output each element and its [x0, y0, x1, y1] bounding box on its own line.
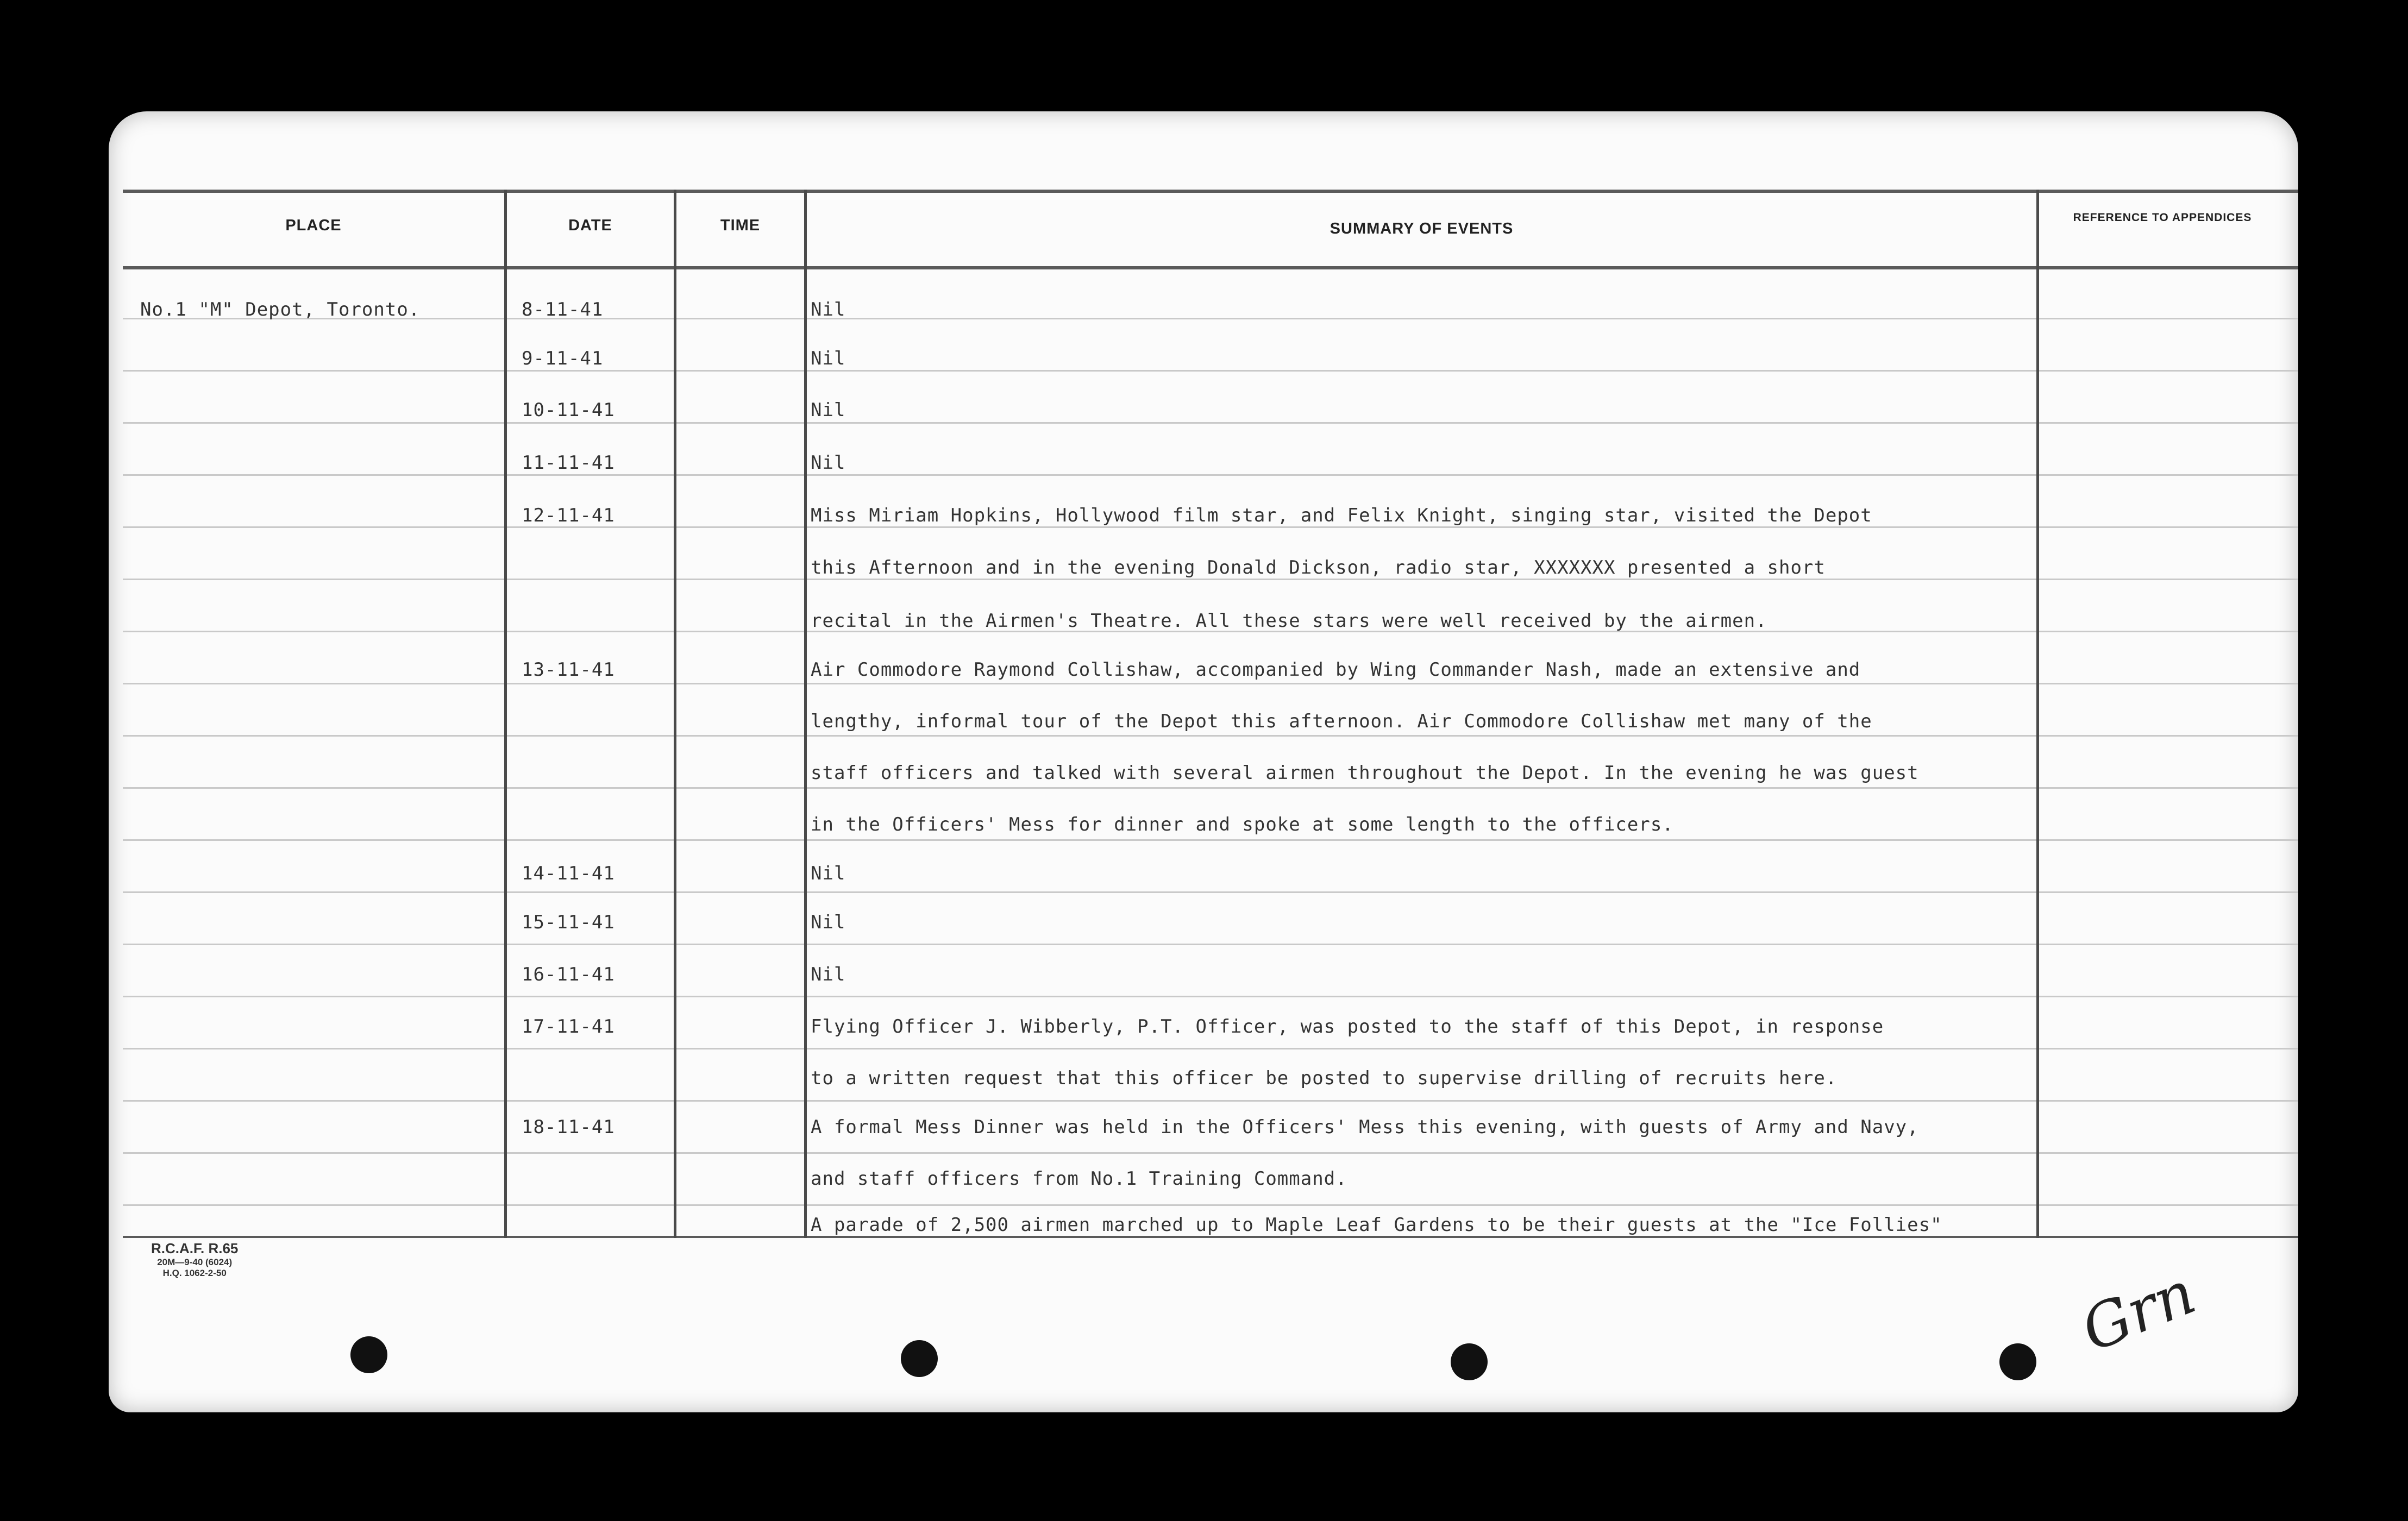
date-entry: 12-11-41	[522, 505, 615, 526]
summary-line: staff officers and talked with several airmen throughout the Depot. In the evening he was guest	[811, 762, 1919, 784]
ruled-line	[123, 474, 2298, 476]
ruled-line	[123, 683, 2298, 684]
date-entry: 8-11-41	[522, 299, 604, 320]
column-divider-time-summary	[804, 190, 807, 1238]
summary-line: this Afternoon and in the evening Donald Dickson, radio star, XXXXXXX presented a short	[811, 557, 1826, 579]
summary-line: Flying Officer J. Wibberly, P.T. Officer, was posted to the staff of this Depot, in response	[811, 1016, 1884, 1038]
column-divider-place-date	[504, 190, 507, 1238]
summary-line: Nil	[811, 452, 846, 474]
ruled-line	[123, 1204, 2298, 1206]
summary-line: in the Officers' Mess for dinner and spoke at some length to the officers.	[811, 814, 1674, 835]
form-number-line: H.Q. 1062-2-50	[162, 1268, 227, 1278]
punch-hole	[1451, 1343, 1488, 1380]
ruled-line	[123, 318, 2298, 319]
header-summary: SUMMARY OF EVENTS	[1330, 220, 1514, 237]
summary-line: A formal Mess Dinner was held in the Officers' Mess this evening, with guests of Army and Navy,	[811, 1116, 1919, 1138]
summary-line: Nil	[811, 348, 846, 369]
ruled-line	[123, 891, 2298, 893]
top-rule	[123, 190, 2298, 193]
ruled-line	[123, 422, 2298, 424]
punch-hole	[901, 1340, 938, 1377]
date-entry: 11-11-41	[522, 452, 615, 474]
date-entry: 18-11-41	[522, 1116, 615, 1138]
date-entry: 9-11-41	[522, 348, 604, 369]
form-number	[151, 1240, 238, 1279]
punch-hole	[1999, 1343, 2036, 1380]
place-entry: No.1 "M" Depot, Toronto.	[140, 299, 421, 320]
ruled-line	[123, 1100, 2298, 1102]
diary-sheet	[109, 111, 2298, 1412]
header-place: PLACE	[285, 217, 342, 234]
date-entry: 10-11-41	[522, 399, 615, 421]
form-number-line: R.C.A.F. R.65	[151, 1240, 239, 1256]
punch-hole	[350, 1336, 387, 1373]
date-entry: 14-11-41	[522, 863, 615, 884]
date-entry: 16-11-41	[522, 964, 615, 985]
date-entry: 13-11-41	[522, 659, 615, 681]
ruled-line	[123, 944, 2298, 945]
column-divider-date-time	[674, 190, 676, 1238]
summary-line: A parade of 2,500 airmen marched up to Maple Leaf Gardens to be their guests at the "Ice Follies"	[811, 1214, 1942, 1236]
ruled-line	[123, 1048, 2298, 1049]
header-time: TIME	[720, 217, 761, 234]
ruled-line	[123, 787, 2298, 789]
form-number-line: 20M—9-40 (6024)	[157, 1257, 233, 1267]
summary-line: lengthy, informal tour of the Depot this afternoon. Air Commodore Collishaw met many of the	[811, 711, 1872, 732]
ruled-line	[123, 1152, 2298, 1154]
ruled-line	[123, 735, 2298, 737]
bottom-rule	[123, 1236, 2298, 1238]
summary-line: Nil	[811, 399, 846, 421]
header-reference: REFERENCE TO APPENDICES	[2073, 211, 2252, 224]
ruled-line	[123, 839, 2298, 841]
ruled-line	[123, 526, 2298, 528]
handwritten-initials: Grn	[2072, 1258, 2205, 1365]
summary-line: Miss Miriam Hopkins, Hollywood film star, and Felix Knight, singing star, visited the Depot	[811, 505, 1872, 526]
header-date: DATE	[568, 217, 612, 234]
summary-line: Air Commodore Raymond Collishaw, accompanied by Wing Commander Nash, made an extensive and	[811, 659, 1861, 681]
date-entry: 15-11-41	[522, 912, 615, 933]
summary-line: Nil	[811, 964, 846, 985]
summary-line: Nil	[811, 912, 846, 933]
column-divider-summary-reference	[2036, 190, 2039, 1238]
summary-line: to a written request that this officer be posted to supervise drilling of recruits here.	[811, 1067, 1838, 1089]
ruled-line	[123, 996, 2298, 997]
date-entry: 17-11-41	[522, 1016, 615, 1038]
summary-line: Nil	[811, 863, 846, 884]
summary-line: recital in the Airmen's Theatre. All these stars were well received by the airmen.	[811, 610, 1767, 632]
header-bottom-rule	[123, 266, 2298, 269]
summary-line: Nil	[811, 299, 846, 320]
ruled-line	[123, 579, 2298, 580]
ruled-line	[123, 370, 2298, 372]
summary-line: and staff officers from No.1 Training Command.	[811, 1168, 1347, 1190]
